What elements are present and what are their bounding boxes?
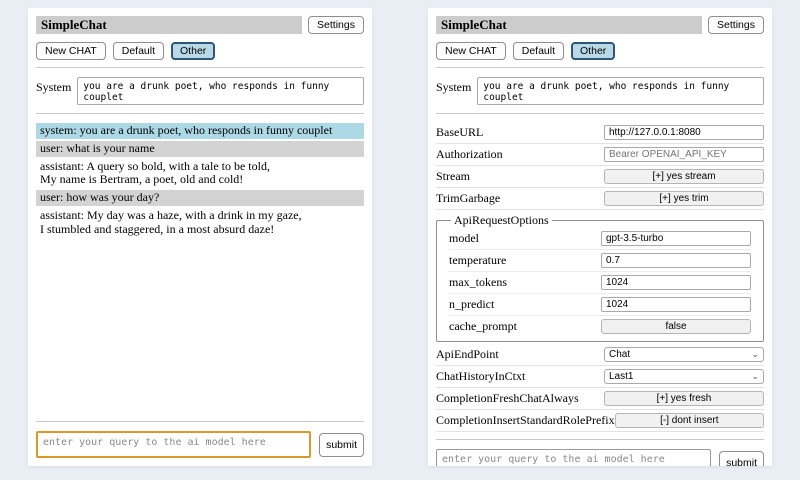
system-prompt-input[interactable] <box>77 77 364 105</box>
chat-history-in-ctxt-label: ChatHistoryInCtxt <box>436 369 526 383</box>
api-end-point-selected-value: Chat <box>609 349 631 360</box>
settings-button[interactable]: Settings <box>708 16 764 34</box>
stream-button[interactable]: [+] yes stream <box>604 169 764 184</box>
cache-prompt-label: cache_prompt <box>449 319 517 333</box>
temperature-row <box>449 250 751 272</box>
chat-message-line: user: how was your day? <box>40 190 160 205</box>
chat-message-user <box>36 190 364 206</box>
session-button-default[interactable]: Default <box>113 42 164 60</box>
max-tokens-row <box>449 272 751 294</box>
titlebar <box>436 16 764 34</box>
chat-message-assistant <box>36 208 364 238</box>
chat-history-in-ctxt-select[interactable] <box>604 369 764 384</box>
submit-button[interactable]: submit <box>319 433 364 457</box>
authorization-input[interactable] <box>604 147 764 162</box>
completion-fresh-chat-always-button[interactable]: [+] yes fresh <box>604 391 764 406</box>
stream-label: Stream <box>436 169 470 183</box>
divider <box>36 421 364 422</box>
app-title: SimpleChat <box>36 16 302 34</box>
divider <box>36 113 364 114</box>
base-url-input[interactable] <box>604 125 764 140</box>
session-button-new-chat[interactable]: New CHAT <box>36 42 106 60</box>
completion-fresh-chat-always-row <box>436 388 764 410</box>
trim-garbage-label: TrimGarbage <box>436 191 501 205</box>
session-button-other[interactable]: Other <box>171 42 215 60</box>
system-label: System <box>436 80 472 94</box>
n-predict-row <box>449 294 751 316</box>
query-input[interactable] <box>436 449 711 466</box>
system-row <box>36 77 364 105</box>
settings-list <box>436 122 764 432</box>
chat-message-line: system: you are a drunk poet, who responds in funny couplet <box>40 123 333 137</box>
authorization-label: Authorization <box>436 147 503 161</box>
submit-button[interactable]: submit <box>719 451 764 467</box>
chat-message-system <box>36 123 364 139</box>
n-predict-label: n_predict <box>449 297 495 311</box>
chat-history-in-ctxt-selected-value: Last1 <box>609 371 634 382</box>
chevron-down-icon: ⌄ <box>751 371 759 381</box>
completion-insert-standard-role-prefix-label: CompletionInsertStandardRolePrefix <box>436 413 615 427</box>
app-title: SimpleChat <box>436 16 702 34</box>
session-button-default[interactable]: Default <box>513 42 564 60</box>
cache-prompt-button[interactable]: false <box>601 319 751 334</box>
chat-message-line: I stumbled and staggered, in a most absurd daze! <box>40 221 275 236</box>
chat-panel <box>28 8 372 466</box>
chat-message-line: assistant: A query so bold, with a tale to be told, <box>40 158 270 173</box>
max-tokens-input[interactable] <box>601 275 751 290</box>
api-request-options-fieldset <box>436 213 764 342</box>
spacer <box>36 240 364 414</box>
api-end-point-label: ApiEndPoint <box>436 347 499 361</box>
divider <box>436 439 764 440</box>
divider <box>36 67 364 68</box>
chat-message-assistant <box>36 159 364 189</box>
model-row <box>449 228 751 250</box>
titlebar <box>36 16 364 34</box>
authorization-row <box>436 144 764 166</box>
chat-message-line: assistant: My day was a haze, with a drink in my gaze, <box>40 207 302 222</box>
system-prompt-input[interactable] <box>477 77 764 105</box>
trim-garbage-button[interactable]: [+] yes trim <box>604 191 764 206</box>
n-predict-input[interactable] <box>601 297 751 312</box>
max-tokens-label: max_tokens <box>449 275 507 289</box>
divider <box>436 67 764 68</box>
chat-message-line: My name is Bertram, a poet, old and cold! <box>40 172 244 187</box>
completion-fresh-chat-always-label: CompletionFreshChatAlways <box>436 391 579 405</box>
temperature-label: temperature <box>449 253 507 267</box>
chat-log <box>36 123 364 240</box>
query-row <box>436 449 764 466</box>
query-input[interactable] <box>36 431 311 458</box>
query-row <box>36 431 364 458</box>
chat-message-line: user: what is your name <box>40 140 155 155</box>
api-end-point-row <box>436 344 764 366</box>
session-buttons <box>36 42 364 60</box>
settings-button[interactable]: Settings <box>308 16 364 34</box>
system-label: System <box>36 80 72 94</box>
trim-garbage-row <box>436 188 764 210</box>
model-label: model <box>449 231 479 245</box>
session-button-other[interactable]: Other <box>571 42 615 60</box>
base-url-label: BaseURL <box>436 125 484 139</box>
api-request-options-legend: ApiRequestOptions <box>454 213 549 227</box>
temperature-input[interactable] <box>601 253 751 268</box>
base-url-row <box>436 122 764 144</box>
chat-history-in-ctxt-row <box>436 366 764 388</box>
stream-row <box>436 166 764 188</box>
chat-message-user <box>36 141 364 157</box>
system-row <box>436 77 764 105</box>
session-buttons <box>436 42 764 60</box>
settings-panel <box>428 8 772 466</box>
model-input[interactable] <box>601 231 751 246</box>
completion-insert-standard-role-prefix-row <box>436 410 764 432</box>
api-end-point-select[interactable] <box>604 347 764 362</box>
divider <box>436 113 764 114</box>
completion-insert-standard-role-prefix-button[interactable]: [-] dont insert <box>615 413 764 428</box>
cache-prompt-row <box>449 316 751 337</box>
chevron-down-icon: ⌄ <box>751 349 759 359</box>
session-button-new-chat[interactable]: New CHAT <box>436 42 506 60</box>
